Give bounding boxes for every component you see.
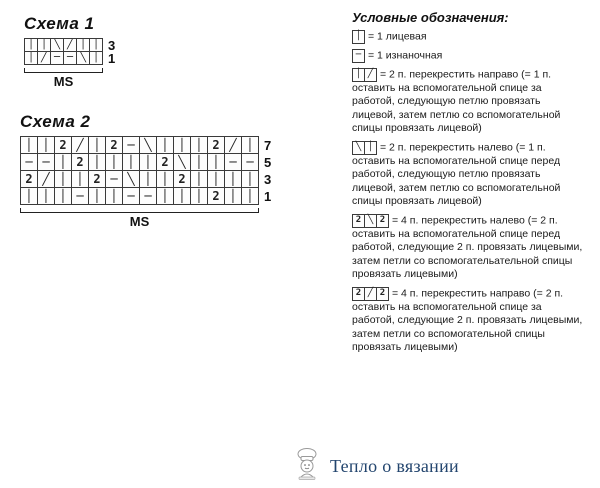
chart-cell: │ [25, 52, 37, 64]
chart-cell: │ [225, 171, 241, 187]
legend-title: Условные обозначения: [352, 10, 509, 25]
chart-cell: │ [208, 171, 224, 187]
chart-cell: │ [38, 188, 54, 204]
chart-cell: │ [123, 154, 139, 170]
row-number: 3 [264, 172, 272, 187]
legend-symbol: │ ╱ [352, 68, 377, 82]
chart-cell: │ [174, 188, 190, 204]
legend-text: = 2 п. перекрестить налево (= 1 п. оставить на вспомогательной спице перед работой, следующую петлю провязать лицевой, затем петлю со вспомогательной спицы провязать лицевой) [352, 141, 561, 208]
legend-text: = 4 п. перекрестить направо (= 2 п. оставить на вспомогательной спице за работой, следующие 2 п. провязать лицевыми, затем петли со вспомогательной спицы провязать лицевыми) [352, 287, 583, 354]
chart-cell: │ [140, 154, 156, 170]
chart-cell: ╱ [64, 39, 76, 51]
row-number: 1 [108, 51, 116, 66]
legend-text: = 1 лицевая [368, 30, 427, 43]
chart-cell: │ [89, 137, 105, 153]
legend-symbol: 2 ╱ 2 [352, 287, 389, 301]
row-numbers [108, 38, 115, 65]
chart-cell: 2 [157, 154, 173, 170]
repeat-label: MS [53, 74, 74, 89]
chart-cell: ╱ [38, 171, 54, 187]
row-numbers [264, 136, 271, 205]
chart-cell: ─ [225, 154, 241, 170]
chart-cell: │ [242, 137, 258, 153]
chart-cell: │ [55, 171, 71, 187]
chart-cell: │ [157, 171, 173, 187]
chart-cell: ╲ [51, 39, 63, 51]
chart-cell: │ [55, 188, 71, 204]
chart-title: Схема 2 [20, 112, 91, 131]
chart-cell: ╲ [123, 171, 139, 187]
chart-cell: ─ [64, 52, 76, 64]
chart-cell: │ [208, 154, 224, 170]
chart-cell: 2 [208, 137, 224, 153]
legend [352, 10, 586, 360]
chart-cell: │ [191, 154, 207, 170]
chart-cell: │ [191, 137, 207, 153]
legend-item [352, 214, 586, 282]
chart-cell: │ [38, 39, 50, 51]
chart-cell: │ [90, 39, 102, 51]
row-number: 5 [264, 155, 272, 170]
chart-grid [20, 136, 259, 205]
legend-item [352, 141, 586, 209]
chart-cell: ─ [106, 171, 122, 187]
chart-grid [24, 38, 103, 65]
legend-text: = 4 п. перекрестить налево (= 2 п. оставить на вспомогательной спице перед работой, следующие 2 п. провязать лицевыми, затем петли со вспомогательательной спицы провязать лицевыми) [352, 214, 583, 281]
chart-cell: 2 [21, 171, 37, 187]
repeat-label: MS [129, 214, 150, 229]
chart-cell: 2 [174, 171, 190, 187]
logo [292, 447, 459, 486]
chart-scheme-1 [24, 14, 115, 89]
chart-cell: 2 [208, 188, 224, 204]
chart-cell: │ [55, 154, 71, 170]
chart-cell: │ [157, 188, 173, 204]
repeat-bracket [20, 208, 259, 213]
row-number: 1 [264, 189, 272, 204]
chart-cell: 2 [106, 137, 122, 153]
chef-icon [292, 447, 322, 486]
chart-cell: ─ [123, 137, 139, 153]
chart-cell: ─ [51, 52, 63, 64]
logo-text: Тепло о вязании [330, 456, 459, 476]
legend-list [352, 30, 586, 355]
chart-cell: ╲ [174, 154, 190, 170]
chart-cell: │ [90, 52, 102, 64]
chart-cell: │ [157, 137, 173, 153]
chart-cell: │ [106, 154, 122, 170]
legend-item [352, 287, 586, 355]
chart-cell: ─ [123, 188, 139, 204]
chart-cell: │ [77, 39, 89, 51]
legend-text: = 1 изнаночная [368, 49, 443, 62]
legend-symbol: ─ [352, 49, 365, 63]
chart-cell: 2 [72, 154, 88, 170]
chart-cell: │ [174, 137, 190, 153]
chart-cell: │ [191, 188, 207, 204]
chart-cell: │ [242, 188, 258, 204]
chart-cell: ╲ [140, 137, 156, 153]
chart-cell: │ [242, 171, 258, 187]
chart-cell: │ [89, 154, 105, 170]
chart-cell: │ [191, 171, 207, 187]
chart-cell: ─ [242, 154, 258, 170]
chart-cell: │ [89, 188, 105, 204]
legend-item [352, 49, 586, 63]
chart-cell: │ [38, 137, 54, 153]
legend-symbol: ╲ │ [352, 141, 377, 155]
chart-cell: │ [21, 137, 37, 153]
chart-title: Схема 1 [24, 14, 95, 33]
row-number: 3 [108, 38, 116, 53]
chart-cell: ╱ [225, 137, 241, 153]
legend-text: = 2 п. перекрестить направо (= 1 п. оставить на вспомогательной спице за работой, следующую петлю провязать лицевой, затем петлю со вспомогательной спицы провязать лицевой) [352, 68, 561, 135]
chart-cell: 2 [89, 171, 105, 187]
chart-cell: ─ [72, 188, 88, 204]
legend-symbol: │ [352, 30, 365, 44]
chart-cell: ╱ [72, 137, 88, 153]
chart-cell: │ [72, 171, 88, 187]
legend-symbol: 2 ╲ 2 [352, 214, 389, 228]
chart-cell: ─ [140, 188, 156, 204]
row-number: 7 [264, 138, 272, 153]
repeat-bracket [24, 68, 103, 73]
legend-item [352, 30, 586, 44]
chart-cell: 2 [55, 137, 71, 153]
chart-cell: │ [25, 39, 37, 51]
chart-scheme-2 [20, 112, 271, 229]
chart-cell: ─ [21, 154, 37, 170]
chart-cell: ╱ [38, 52, 50, 64]
chart-cell: │ [21, 188, 37, 204]
chart-cell: ─ [38, 154, 54, 170]
chart-cell: ╲ [77, 52, 89, 64]
chart-cell: │ [106, 188, 122, 204]
legend-item [352, 68, 586, 136]
chart-cell: │ [225, 188, 241, 204]
chart-cell: │ [140, 171, 156, 187]
